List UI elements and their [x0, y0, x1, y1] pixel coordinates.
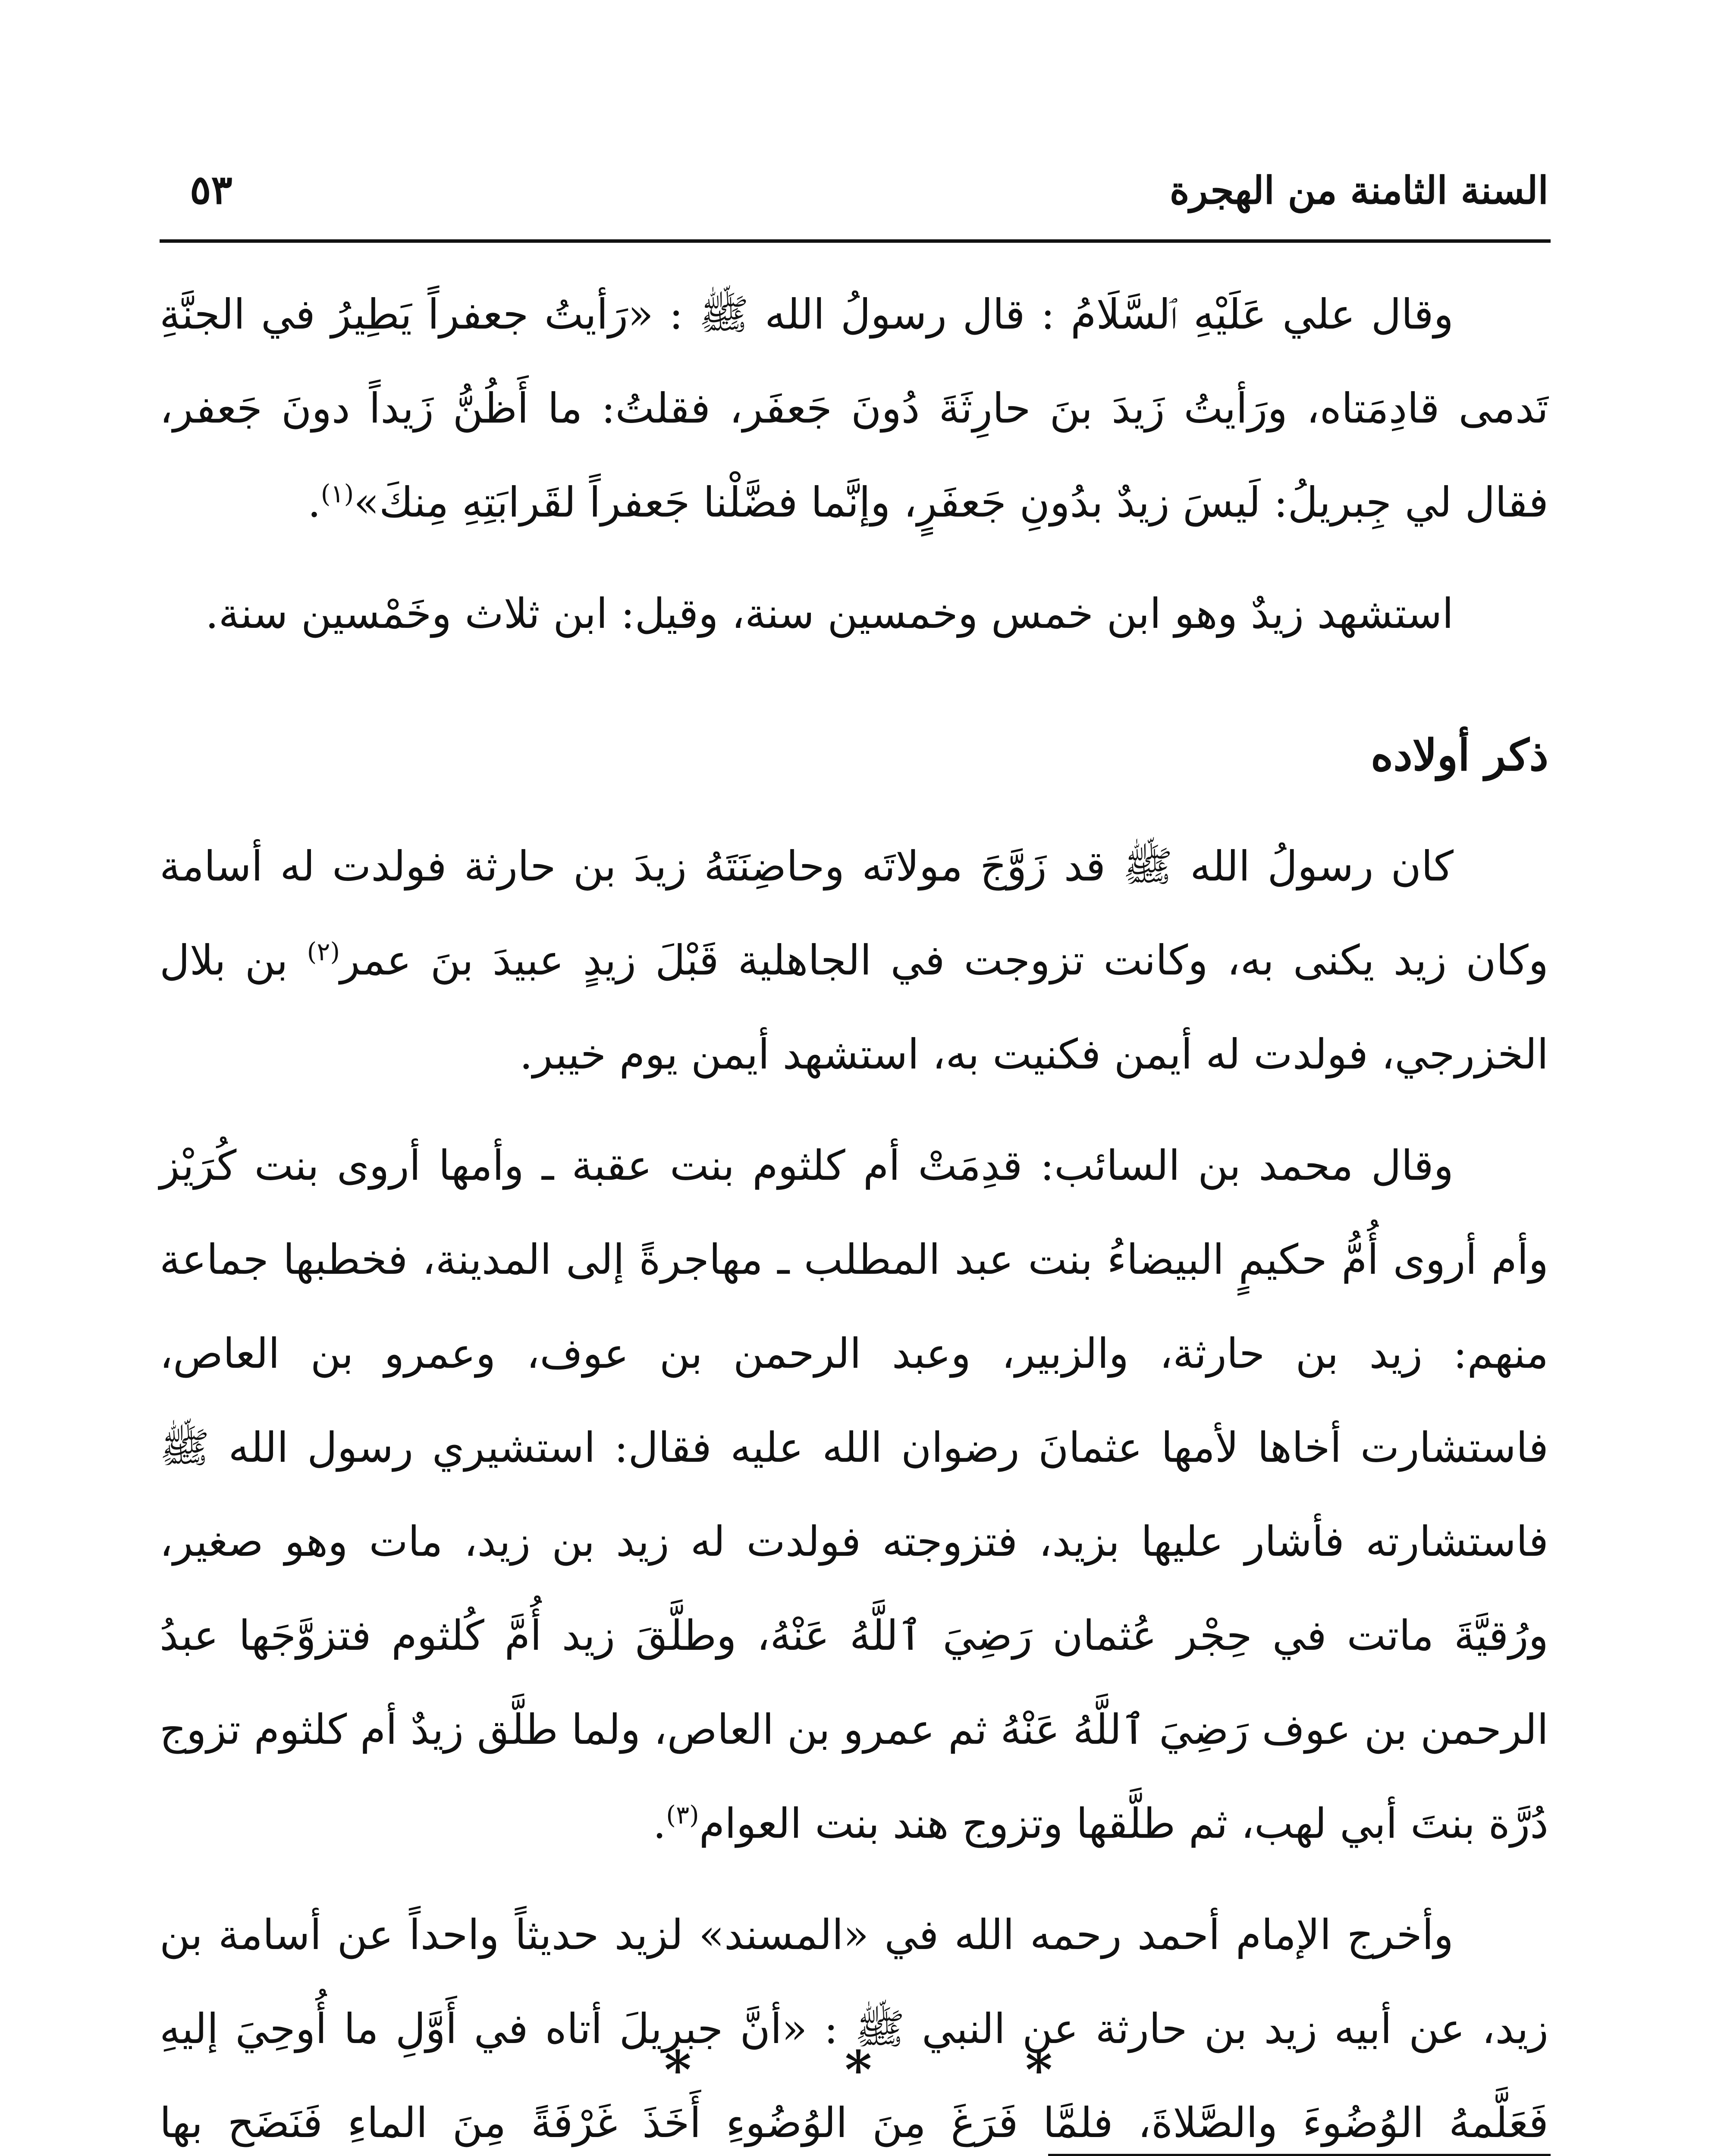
paragraph-4	[160, 1119, 1548, 1871]
page-number: ٥٣	[190, 166, 232, 213]
paragraph-4-text: وقال محمد بن السائب: قدِمَتْ أم كلثوم بنت عقبة ـ وأمها أروى بنت كُرَيْز وأم أروى أُمُّ حكيمٍ البيضاءُ بنت عبد المطلب ـ مهاجرةً إلى المدينة، فخطبها جماعة منهم: زيد بن حارثة، والزبير، وعبد الرحمن بن عوف، وعمرو بن العاص، فاستشارت أخاها لأمها عثمانَ رضوان الله عليه فقال: استشيري رسول الله ﷺ فاستشارته فأشار عليها بزيد، فتزوجته فولدت له زيد بن زيد، مات وهو صغير، ورُقيَّةَ ماتت في حِجْر عُثمان رَضِيَ ٱللَّهُ عَنْهُ، وطلَّقَ زيد أُمَّ كُلثوم فتزوَّجَها عبدُ الرحمن بن عوف رَضِيَ ٱللَّهُ عَنْهُ ثم عمرو بن العاص، ولما طلَّق زيدٌ أم كلثوم تزوج دُرَّة بنتَ أبي لهب، ثم طلَّقها وتزوج هند بنت العوام	[160, 1141, 1549, 1848]
paragraph-4-end: .	[653, 1799, 666, 1848]
paragraph-2-text: استشهد زيدٌ وهو ابن خمس وخمسين سنة، وقيل: ابن ثلاث وخَمْسين سنة.	[205, 589, 1454, 638]
header-rule	[160, 239, 1551, 243]
section-heading: ذكر أولاده	[1370, 730, 1548, 780]
paragraph-1	[160, 267, 1548, 549]
paragraph-3-text-b: بن بلال الخزرجي، فولدت له أيمن فكنيت به، استشهد أيمن يوم خيبر.	[160, 936, 1548, 1078]
paragraph-2	[160, 567, 1548, 661]
paragraph-1-text: وقال علي عَلَيْهِ ٱلسَّلَامُ : قال رسولُ الله ﷺ : «رَأيتُ جعفراً يَطِيرُ في الجنَّةِ تَدمى قادِمَتاه، ورَأيتُ زَيدَ بنَ حارِثَةَ دُونَ جَعفَر، فقلتُ: ما أَظُنُّ زَيداً دونَ جَعفر، فقال لي جِبريلُ: لَيسَ زيدٌ بدُونِ جَعفَرٍ، وإنَّما فضَّلْنا جَعفراً لقَرابَتِهِ مِنكَ»	[160, 290, 1548, 526]
footnote-ref-2[interactable]: (٢)	[307, 937, 340, 966]
footnote-ref-1[interactable]: (١)	[320, 479, 354, 508]
section-separator	[664, 2040, 1052, 2100]
asterisk-glyph: *	[845, 2040, 872, 2100]
paragraph-3-text-a: كان رسولُ الله ﷺ قد زَوَّجَ مولاتَه وحاضِنَتَهُ زيدَ بن حارثة فولدت له أسامة وكان زيد يكنى به، وكانت تزوجت في الجاهلية قَبْلَ زيدٍ عبيدَ بنَ عمر	[160, 842, 1549, 984]
main-text	[160, 267, 1548, 2156]
paragraph-5	[160, 1888, 1548, 2156]
paragraph-3	[160, 819, 1548, 1101]
paragraph-1-end: .	[308, 478, 321, 526]
asterisk-glyph: *	[664, 2040, 691, 2100]
paragraph-5-text: وأخرج الإمام أحمد رحمه الله في «المسند» لزيد حديثاً واحداً عن أسامة بن زيد، عن أبيه زيد بن حارثة عن النبي ﷺ : «أنَّ جبريلَ أتاه في أَوَّلِ ما أُوحِيَ إليهِ فَعَلَّمهُ الوُضُوءَ والصَّلاةَ، فلمَّا فَرَغَ مِنَ الوُضُوءِ أَخَذَ غَرْفَةً مِنَ الماءِ فَنَضَح بها	[160, 1911, 1549, 2147]
asterisk-glyph: *	[1025, 2040, 1052, 2100]
running-title: السنة الثامنة من الهجرة	[1169, 168, 1548, 213]
footnote-rule	[1048, 2154, 1551, 2156]
footnote-ref-3[interactable]: (٣)	[666, 1800, 699, 1830]
page-header	[160, 149, 1548, 213]
